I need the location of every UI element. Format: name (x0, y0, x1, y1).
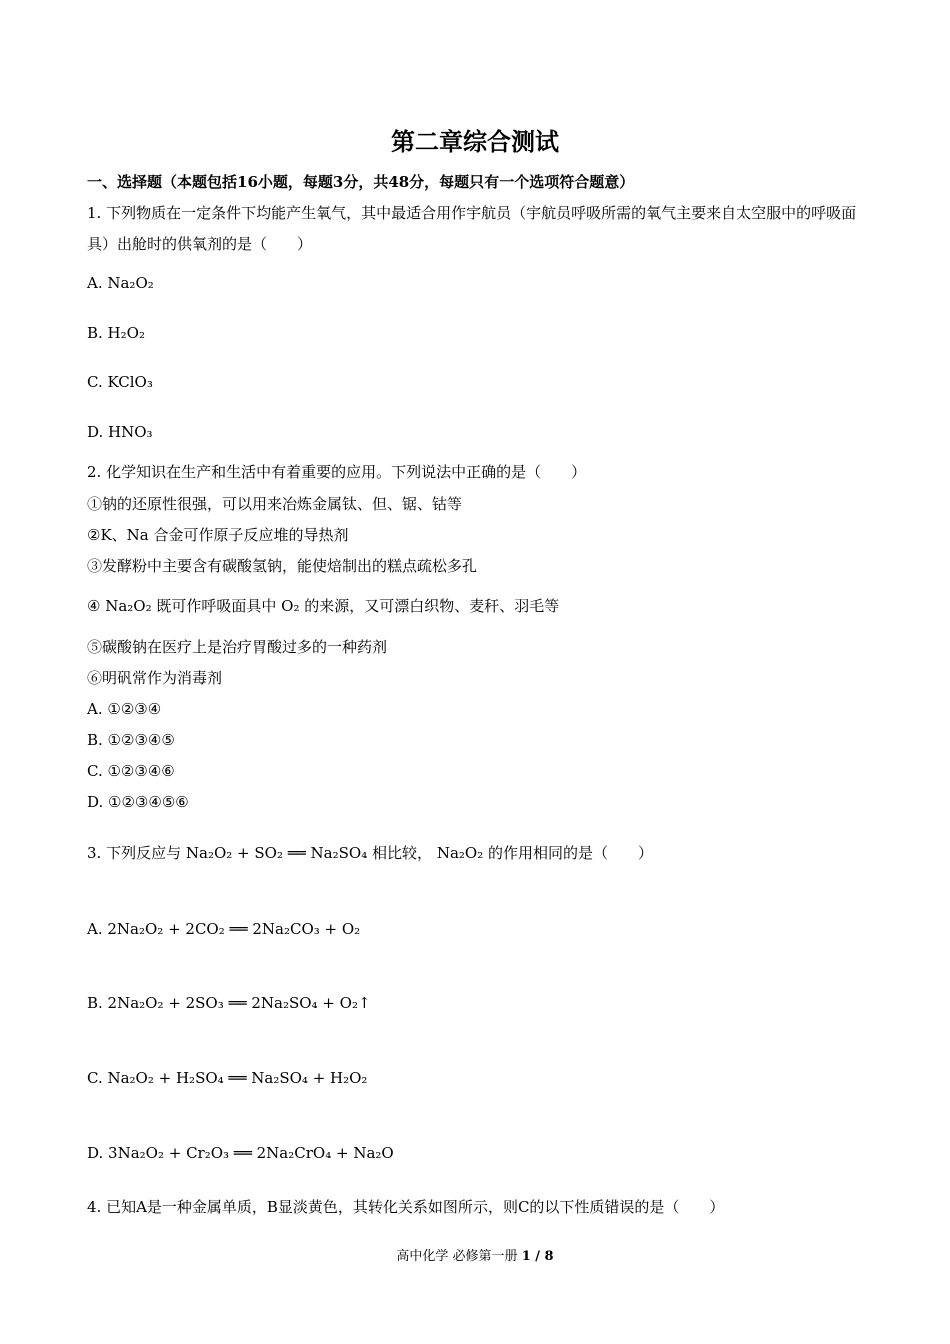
question-3-stem-compound: Na₂O₂ (436, 844, 484, 862)
question-3-option-d: D. 3Na₂O₂ + Cr₂O₃ ══ 2Na₂CrO₄ + Na₂O (87, 1144, 394, 1162)
question-2-option-b: B. ①②③④⑤ (87, 731, 175, 749)
question-3-stem (87, 843, 653, 863)
question-3-option-c: C. Na₂O₂ + H₂SO₄ ══ Na₂SO₄ + H₂O₂ (87, 1069, 368, 1087)
question-2-statement-2: ②K、Na 合金可作原子反应堆的导热剂 (87, 526, 349, 544)
question-2-option-a: A. ①②③④ (87, 700, 162, 718)
question-1-option-b: B. H₂O₂ (87, 324, 145, 342)
page-title: 第二章综合测试 (391, 127, 559, 156)
question-3-stem-reaction: Na₂O₂ + SO₂ ══ Na₂SO₄ (185, 844, 368, 862)
question-3-stem-suffix: 的作用相同的是（ ） (488, 844, 654, 862)
question-3-option-b: B. 2Na₂O₂ + 2SO₃ ══ 2Na₂SO₄ + O₂↑ (87, 994, 371, 1012)
question-1-stem: 1. 下列物质在一定条件下均能产生氧气，其中最适合用作宇航员（宇航员呼吸所需的氧气主要来自太空服中的呼吸面具）出舱时的供氧剂的是（ ） (87, 204, 857, 253)
question-2-statement-6: ⑥明矾常作为消毒剂 (87, 669, 223, 687)
question-1-option-d: D. HNO₃ (87, 423, 153, 441)
footer-text: 高中化学 必修第一册 (396, 1249, 518, 1264)
page-number: 1 / 8 (521, 1249, 554, 1264)
question-2-statement-3: ③发酵粉中主要含有碳酸氢钠，能使焙制出的糕点疏松多孔 (87, 557, 478, 575)
question-3-stem-prefix: 3. 下列反应与 (87, 844, 182, 862)
question-1-option-a: A. Na₂O₂ (87, 274, 154, 292)
question-3-option-a: A. 2Na₂O₂ + 2CO₂ ══ 2Na₂CO₃ + O₂ (87, 920, 361, 938)
question-4-stem: 4. 已知A是一种金属单质，B显淡黄色，其转化关系如图所示，则C的以下性质错误的是（ ） (87, 1198, 725, 1216)
question-2-stem: 2. 化学知识在生产和生活中有着重要的应用。下列说法中正确的是（ ） (87, 463, 587, 481)
question-2-option-c: C. ①②③④⑥ (87, 762, 175, 780)
question-2-statement-4: ④ Na₂O₂ 既可作呼吸面具中 O₂ 的来源，又可漂白织物、麦秆、羽毛等 (87, 597, 560, 615)
page-footer (0, 1247, 950, 1267)
question-2-statement-5: ⑤碳酸钠在医疗上是治疗胃酸过多的一种药剂 (87, 638, 388, 656)
question-1-option-c: C. KClO₃ (87, 373, 153, 391)
question-3-stem-mid: 相比较， (372, 844, 433, 862)
question-2-statement-1: ①钠的还原性很强，可以用来冶炼金属钛、但、锯、钴等 (87, 495, 463, 513)
question-2-option-d: D. ①②③④⑤⑥ (87, 793, 189, 811)
section-header: 一、选择题（本题包括16小题，每题3分，共48分，每题只有一个选项符合题意） (87, 173, 635, 191)
